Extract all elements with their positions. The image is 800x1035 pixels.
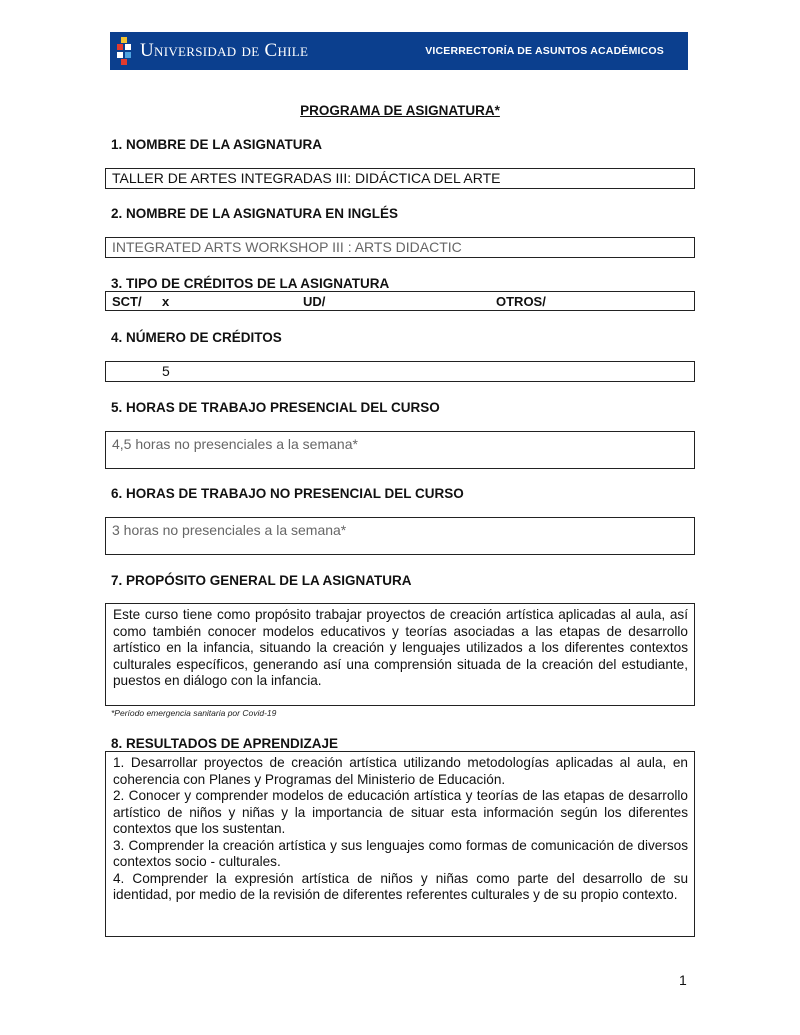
- sct-label: SCT/: [112, 294, 142, 309]
- section-4-heading: 4. NÚMERO DE CRÉDITOS: [111, 330, 282, 345]
- section-3-heading: 3. TIPO DE CRÉDITOS DE LA ASIGNATURA: [111, 276, 390, 291]
- sct-mark: x: [162, 294, 170, 309]
- learning-outcome-4: 4. Comprender la expresión artística de niños y niñas como parte del desarrollo de su identidad, por medio de la revisión de diferentes referentes culturales y de su propio contexto.: [113, 870, 688, 902]
- section-1-heading: 1. NOMBRE DE LA ASIGNATURA: [111, 137, 323, 152]
- otros-label: OTROS/: [496, 294, 546, 309]
- learning-outcome-2: 2. Conocer y comprender modelos de educación artística y teorías de las etapas de desarrollo artístico de niños y niñas y la importancia de situar esta información según los diferentes contextos que los sustentan.: [113, 788, 688, 836]
- section-6-heading: 6. HORAS DE TRABAJO NO PRESENCIAL DEL CURSO: [111, 486, 464, 501]
- page-title: PROGRAMA DE ASIGNATURA*: [300, 103, 500, 118]
- learning-outcomes-box: [105, 751, 695, 937]
- non-presential-hours-field: 3 horas no presenciales a la semana*: [105, 517, 695, 555]
- university-seal-icon: [116, 37, 132, 65]
- section-2-heading: 2. NOMBRE DE LA ASIGNATURA EN INGLÉS: [111, 206, 399, 221]
- learning-outcome-3: 3. Comprender la creación artística y sus lenguajes como formas de comunicación de diversos contextos socio - culturales.: [113, 837, 688, 869]
- university-name: Universidad de Chile: [140, 40, 309, 61]
- section-7-heading: 7. PROPÓSITO GENERAL DE LA ASIGNATURA: [111, 573, 412, 588]
- section-5-heading: 5. HORAS DE TRABAJO PRESENCIAL DEL CURSO: [111, 400, 440, 415]
- footnote: *Período emergencia sanitaria por Covid-19: [111, 708, 277, 718]
- course-name-field: TALLER DE ARTES INTEGRADAS III: DIDÁCTICA DEL ARTE: [105, 168, 695, 189]
- course-name-english-field: INTEGRATED ARTS WORKSHOP III : ARTS DIDACTIC: [105, 237, 695, 258]
- credits-number-field: 5: [105, 361, 695, 382]
- ud-label: UD/: [303, 294, 326, 309]
- credit-type-row: [105, 291, 695, 311]
- page-number: 1: [679, 972, 687, 988]
- header-banner: [110, 32, 688, 70]
- purpose-box: [105, 603, 695, 706]
- section-8-heading: 8. RESULTADOS DE APRENDIZAJE: [111, 736, 339, 751]
- learning-outcome-1: 1. Desarrollar proyectos de creación artística utilizando metodologías aplicadas al aula, en coherencia con Planes y Programas del Ministerio de Educación.: [113, 755, 688, 787]
- presential-hours-field: 4,5 horas no presenciales a la semana*: [105, 431, 695, 469]
- vicerrectoria-label: VICERRECTORÍA DE ASUNTOS ACADÉMICOS: [425, 45, 664, 57]
- purpose-text: Este curso tiene como propósito trabajar proyectos de creación artística aplicadas al aula, así como también conocer modelos educativos y teorías asociadas a las etapas de desarrollo artístico en la infancia, situando la creación y lenguajes utilizados a los diferentes contextos culturales específicos, generando así una comprensión situada de la creación del estudiante, puestos en diálogo con la infancia.: [113, 607, 688, 688]
